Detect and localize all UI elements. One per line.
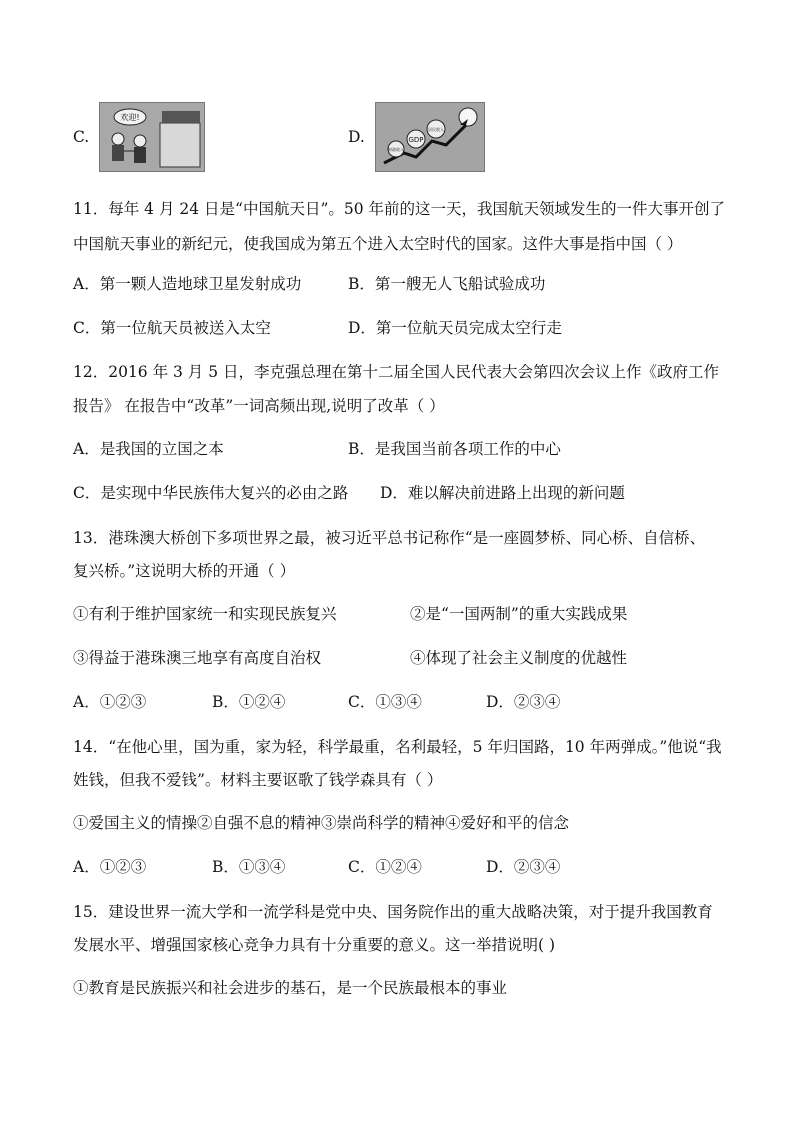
q11-option-c[interactable]: C．第一位航天员被送入太空 <box>73 319 271 337</box>
q11-option-a[interactable]: A．第一颗人造地球卫星发射成功 <box>73 275 302 293</box>
q14-statements: ①爱国主义的情操②自强不息的精神③崇尚科学的精神④爱好和平的信念 <box>73 814 570 832</box>
q13-statement-3: ③得益于港珠澳三地享有高度自治权 <box>73 649 322 667</box>
q13-statement-4: ④体现了社会主义制度的优越性 <box>410 649 628 667</box>
q14-option-c[interactable]: C．①②④ <box>348 858 422 876</box>
q10-option-d-label-2: 居民收入 <box>427 127 444 132</box>
q13-option-a[interactable]: A．①②③ <box>73 693 147 711</box>
q14-option-d[interactable]: D．②③④ <box>486 858 561 876</box>
q12-option-d[interactable]: D．难以解决前进路上出现的新问题 <box>380 484 625 502</box>
q14-option-a[interactable]: A．①②③ <box>73 858 147 876</box>
q12-stem-line2: 报告》 在报告中“改革”一词高频出现,说明了改革（ ） <box>73 397 445 415</box>
q12-option-a[interactable]: A．是我国的立国之本 <box>73 440 224 458</box>
q12-stem-line1: 12．2016 年 3 月 5 日，李克强总理在第十二届全国人民代表大会第四次会议上作《政府工作 <box>73 363 720 381</box>
q11-option-d[interactable]: D．第一位航天员完成太空行走 <box>348 319 562 337</box>
q10-option-c-cartoon-image <box>99 102 205 172</box>
q15-stem-line2: 发展水平、增强国家核心竞争力具有十分重要的意义。这一举措说明( ) <box>73 936 556 954</box>
q13-statement-2: ②是“一国两制”的重大实践成果 <box>410 605 628 623</box>
q10-option-d-label-1: 财政收入 <box>387 147 404 152</box>
q13-stem-line1: 13．港珠澳大桥创下多项世界之最，被习近平总书记称作“是一座圆梦桥、同心桥、自信桥、 <box>73 529 706 547</box>
q10-option-d-cartoon-image <box>375 102 485 172</box>
q13-option-b[interactable]: B．①②④ <box>212 693 286 711</box>
q10-option-d-label: D. <box>348 128 365 146</box>
q13-stem-line2: 复兴桥。”这说明大桥的开通（ ） <box>73 562 296 580</box>
q13-option-d[interactable]: D．②③④ <box>486 693 561 711</box>
q11-option-b[interactable]: B．第一艘无人飞船试验成功 <box>348 275 546 293</box>
q10-option-c-label: C. <box>73 128 90 146</box>
q13-option-c[interactable]: C．①③④ <box>348 693 422 711</box>
q10-option-c <box>73 102 205 172</box>
q12-option-b[interactable]: B．是我国当前各项工作的中心 <box>348 440 561 458</box>
q11-stem-line1: 11．每年 4 月 24 日是“中国航天日”。50 年前的这一天，我国航天领域发生的一件大事开创了 <box>73 200 726 218</box>
q12-option-c[interactable]: C．是实现中华民族伟大复兴的必由之路 <box>73 484 349 502</box>
q14-stem-line2: 姓钱，但我不爱钱”。材料主要讴歌了钱学森具有（ ） <box>73 771 443 789</box>
q10-option-d <box>348 102 485 172</box>
q14-stem-line1: 14．“在他心里，国为重，家为轻，科学最重，名利最轻，5 年归国路，10 年两弹成。”他说“我 <box>73 738 722 756</box>
q13-statement-1: ①有利于维护国家统一和实现民族复兴 <box>73 605 337 623</box>
q10-option-d-label-gdp: GDP <box>408 136 424 144</box>
q15-stem-line1: 15．建设世界一流大学和一流学科是党中央、国务院作出的重大战略决策，对于提升我国教育 <box>73 903 713 921</box>
q14-option-b[interactable]: B．①③④ <box>212 858 286 876</box>
q10-option-c-bubble-text: 欢迎! <box>120 113 140 122</box>
q15-statement-1: ①教育是民族振兴和社会进步的基石，是一个民族最根本的事业 <box>73 979 508 997</box>
q11-stem-line2: 中国航天事业的新纪元，使我国成为第五个进入太空时代的国家。这件大事是指中国（ ） <box>73 235 683 253</box>
